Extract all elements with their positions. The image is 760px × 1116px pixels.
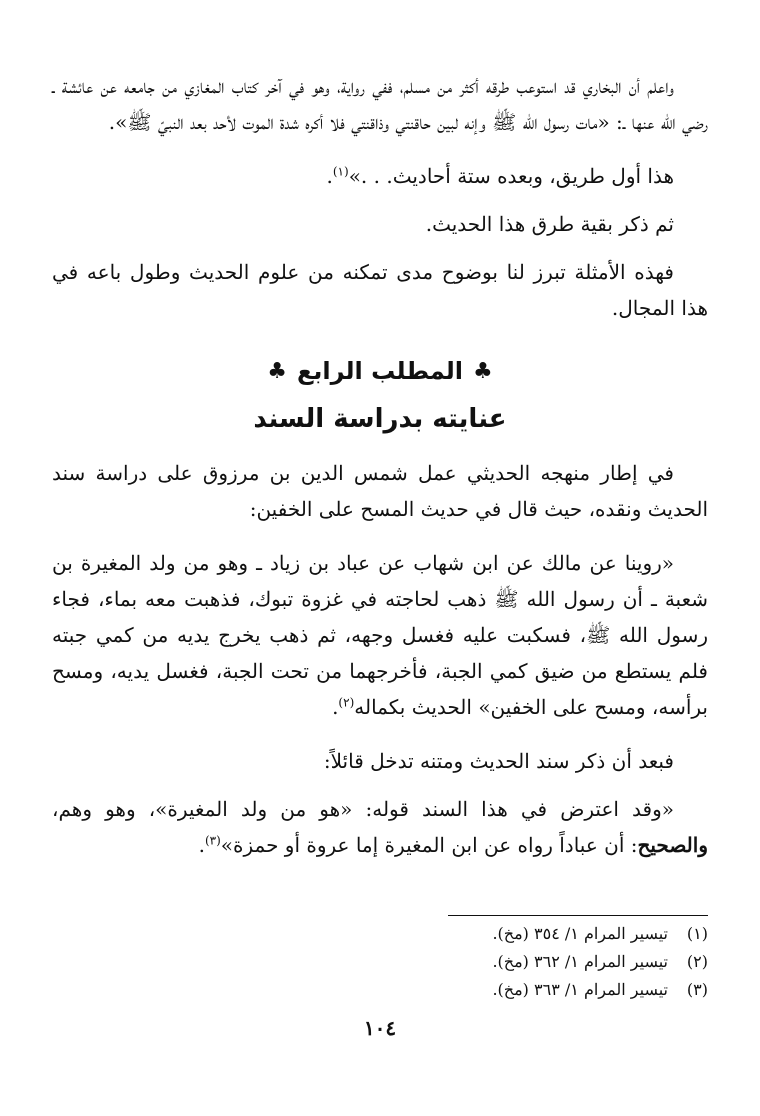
hadith-quote-text: «روينا عن مالك عن ابن شهاب عن عباد بن زياد ـ وهو من ولد المغيرة بن شعبة ـ أن رسول الله ﷺ ذهب لحاجته في غزوة تبوك، فذهبت معه بماء، فجاء رسول الله ﷺ، فسكبت عليه فغسل وجهه، ثم ذهب يخرج يديه من كمي جبته فلم يستطع من ضيق كمي الجبة، فأخرجهما من تحت الجبة، فغسل يديه، ومسح برأسه، ومسح على الخفين» الحديث بكماله [52, 551, 708, 719]
footnote-item [492, 948, 708, 976]
footnote-ref-2[interactable]: (٢) [338, 695, 355, 710]
page-number: ١٠٤ [363, 1016, 397, 1040]
paragraph-hadith-quote [52, 545, 708, 725]
objection-end: . [198, 833, 205, 857]
footnote-ref-3[interactable]: (٣) [204, 833, 221, 848]
footnote-text: تيسير المرام ١/ ٣٦٣ (مخ). [492, 980, 668, 999]
document-page [52, 68, 708, 1086]
paragraph-methodology: في إطار منهجه الحديثي عمل شمس الدين بن مرزوق على دراسة سند الحديث ونقده، حيث قال في حديث المسح على الخفين: [52, 461, 708, 521]
section-heading [52, 352, 708, 391]
footnote-ref-1[interactable]: (١) [332, 164, 349, 179]
paragraph-remaining-routes: ثم ذكر بقية طرق هذا الحديث. [425, 212, 674, 236]
footnote-number: (١) [686, 924, 708, 943]
section-title: عنايته بدراسة السند [253, 404, 507, 434]
footnote-number: (٢) [686, 952, 708, 971]
first-route-end: . [326, 164, 333, 188]
ornament-icon: ♣ [267, 359, 287, 384]
paragraph-first-route [52, 158, 708, 194]
objection-rest: : أن عباداً رواه عن ابن المغيرة إما عروة أو حمزة» [220, 833, 638, 857]
section-heading-label: المطلب الرابع [296, 357, 464, 385]
footnote-divider [448, 915, 708, 916]
footnote-item [492, 920, 708, 948]
footnote-item [492, 976, 708, 1004]
footnote-number: (٣) [686, 980, 708, 999]
paragraph-objection [52, 791, 708, 863]
objection-bold-term: والصحيح [637, 833, 708, 857]
footnotes [492, 920, 708, 1004]
ornament-icon: ♣ [473, 359, 493, 384]
objection-text: «وقد اعترض في هذا السند قوله: «هو من ولد المغيرة»، وهو وهم، [52, 797, 674, 821]
paragraph-bukhari: واعلم أن البخاري قد استوعب طرقه أكثر من مسلم، ففي رواية، وهو في آخر كتاب المغازي من جامعه عن عائشة ـ رضي الله عنها ـ: «مات رسول الله ﷺ وإنه لبين حاقنتي وذاقنتي فلا أكره شدة الموت لأحد بعد النبيّ ﷺ». [52, 74, 708, 134]
hadith-quote-end: . [332, 695, 339, 719]
paragraph-intervention: فبعد أن ذكر سند الحديث ومتنه تدخل قائلاً: [323, 749, 674, 773]
footnote-text: تيسير المرام ١/ ٣٥٤ (مخ). [492, 924, 668, 943]
first-route-text: هذا أول طريق، وبعده ستة أحاديث. . .» [348, 164, 674, 188]
paragraph-examples: فهذه الأمثلة تبرز لنا بوضوح مدى تمكنه من علوم الحديث وطول باعه في هذا المجال. [52, 260, 708, 320]
footnote-text: تيسير المرام ١/ ٣٦٢ (مخ). [492, 952, 668, 971]
